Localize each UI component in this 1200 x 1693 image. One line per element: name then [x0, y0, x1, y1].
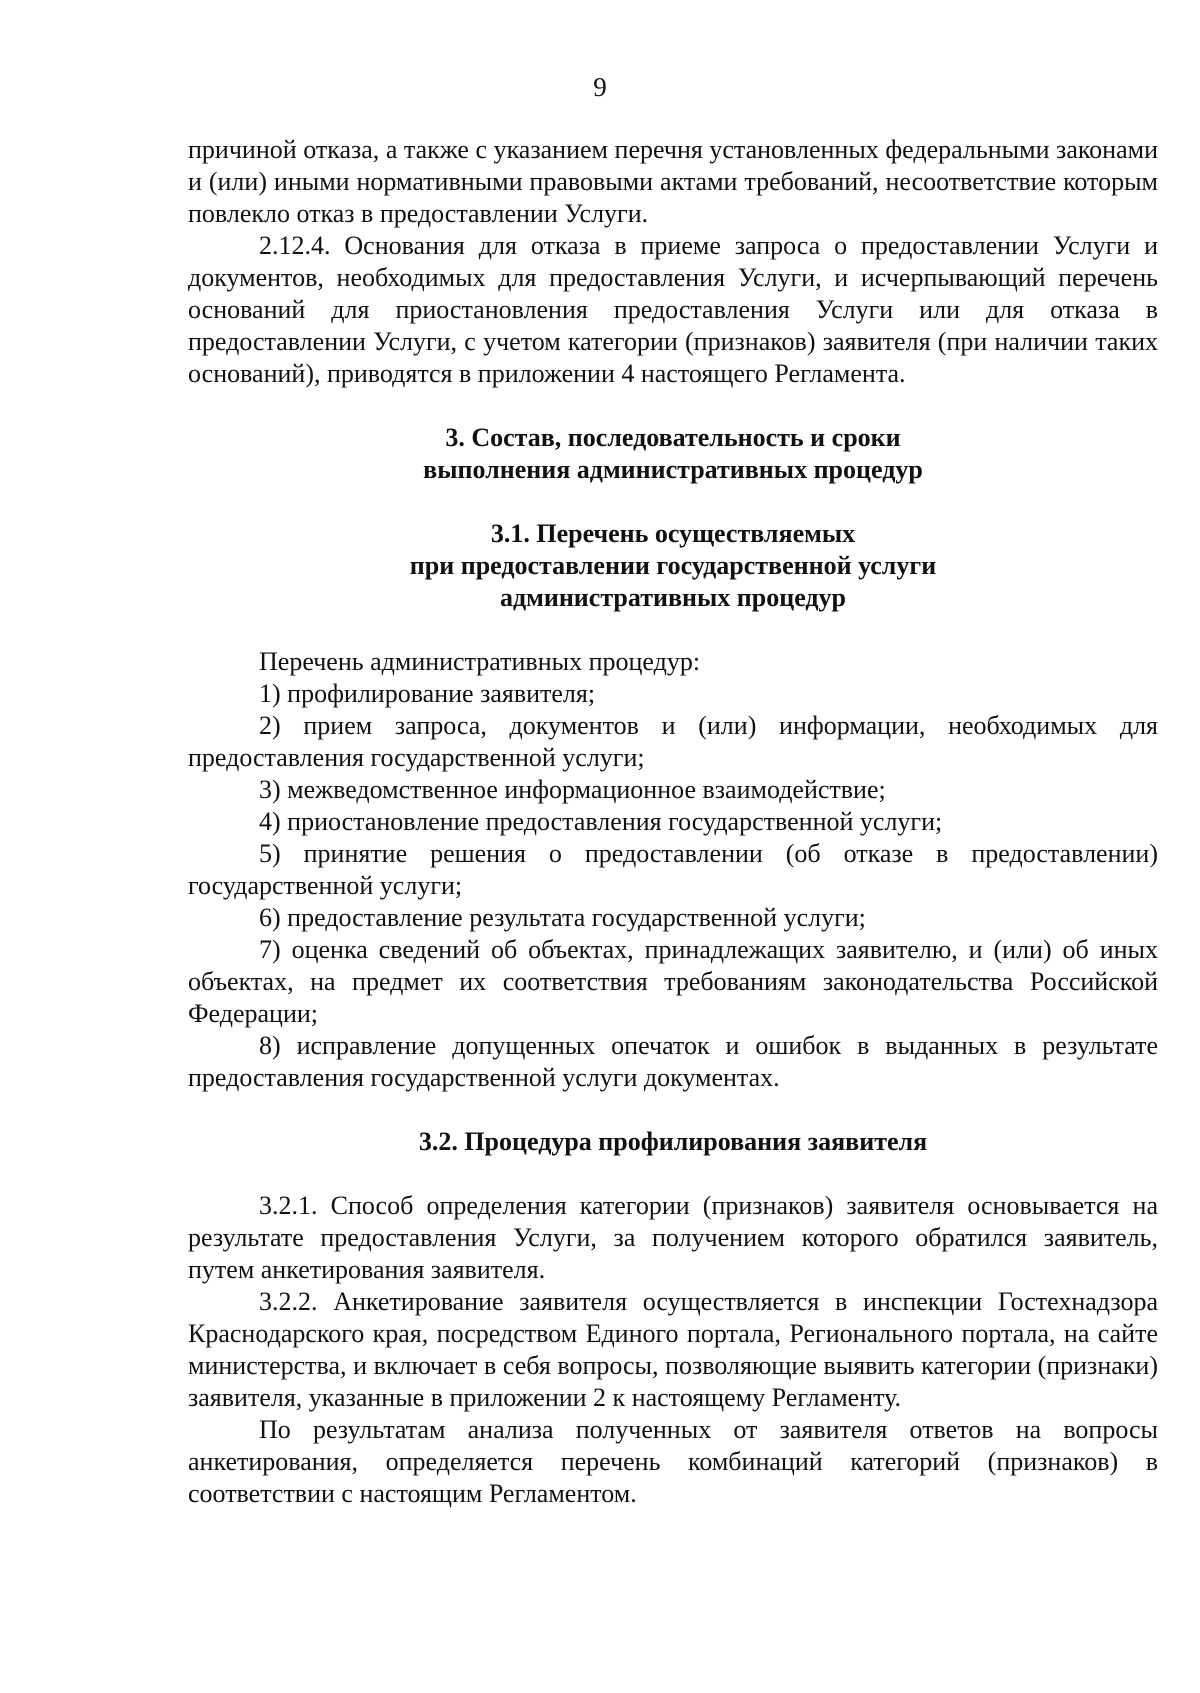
section-3-1-heading-line3: административных процедур	[499, 583, 847, 612]
section-3-2-heading: 3.2. Процедура профилирования заявителя	[418, 1127, 928, 1156]
section-3-1-heading-line2: при предоставлении государственной услуги	[409, 551, 937, 580]
continued-paragraph: причиной отказа, а также с указанием перечня установленных федеральными законами и (или) иными нормативными правовыми актами требований, несоответствие которым повлекло отказ в предоставлении Услуги.	[188, 135, 1158, 228]
list-item: 4) приостановление предоставления государственной услуги;	[259, 807, 943, 836]
paragraph-3-2-1: 3.2.1. Способ определения категории (признаков) заявителя основывается на результате предоставления Услуги, за получением которого обратился заявитель, путем анкетирования заявителя.	[188, 1191, 1158, 1284]
list-item: 3) межведомственное информационное взаимодействие;	[259, 775, 886, 804]
list-item: 7) оценка сведений об объектах, принадлежащих заявителю, и (или) об иных объектах, на предмет их соответствия требованиям законодательства Российской Федерации;	[188, 935, 1158, 1028]
list-item: 1) профилирование заявителя;	[259, 679, 596, 708]
list-item: 2) прием запроса, документов и (или) информации, необходимых для предоставления государственной услуги;	[188, 711, 1158, 772]
document-body	[188, 134, 1158, 1510]
section-3-heading-line2: выполнения административных процедур	[423, 455, 923, 484]
list-item: 5) принятие решения о предоставлении (об отказе в предоставлении) государственной услуги;	[188, 839, 1158, 900]
section-3-heading-line1: 3. Состав, последовательность и сроки	[445, 423, 901, 452]
section-3-1-heading-line1: 3.1. Перечень осуществляемых	[490, 519, 856, 548]
paragraph-results: По результатам анализа полученных от заявителя ответов на вопросы анкетирования, определяется перечень комбинаций категорий (признаков) в соответствии с настоящим Регламентом.	[188, 1415, 1158, 1508]
paragraph-3-2-2: 3.2.2. Анкетирование заявителя осуществляется в инспекции Гостехнадзора Краснодарского края, посредством Единого портала, Регионального портала, на сайте министерства, и включает в себя вопросы, позволяющие выявить категории (признаки) заявителя, указанные в приложении 2 к настоящему Регламенту.	[188, 1287, 1158, 1412]
page-number: 9	[593, 72, 607, 102]
list-item: 6) предоставление результата государственной услуги;	[259, 903, 866, 932]
procedures-intro: Перечень административных процедур:	[259, 647, 701, 676]
list-item: 8) исправление допущенных опечаток и ошибок в выданных в результате предоставления государственной услуги документах.	[188, 1031, 1158, 1092]
paragraph-2-12-4: 2.12.4. Основания для отказа в приеме запроса о предоставлении Услуги и документов, необходимых для предоставления Услуги, и исчерпывающий перечень оснований для приостановления предоставления Услуги или для отказа в предоставлении Услуги, с учетом категории (признаков) заявителя (при наличии таких оснований), приводятся в приложении 4 настоящего Регламента.	[188, 231, 1158, 388]
